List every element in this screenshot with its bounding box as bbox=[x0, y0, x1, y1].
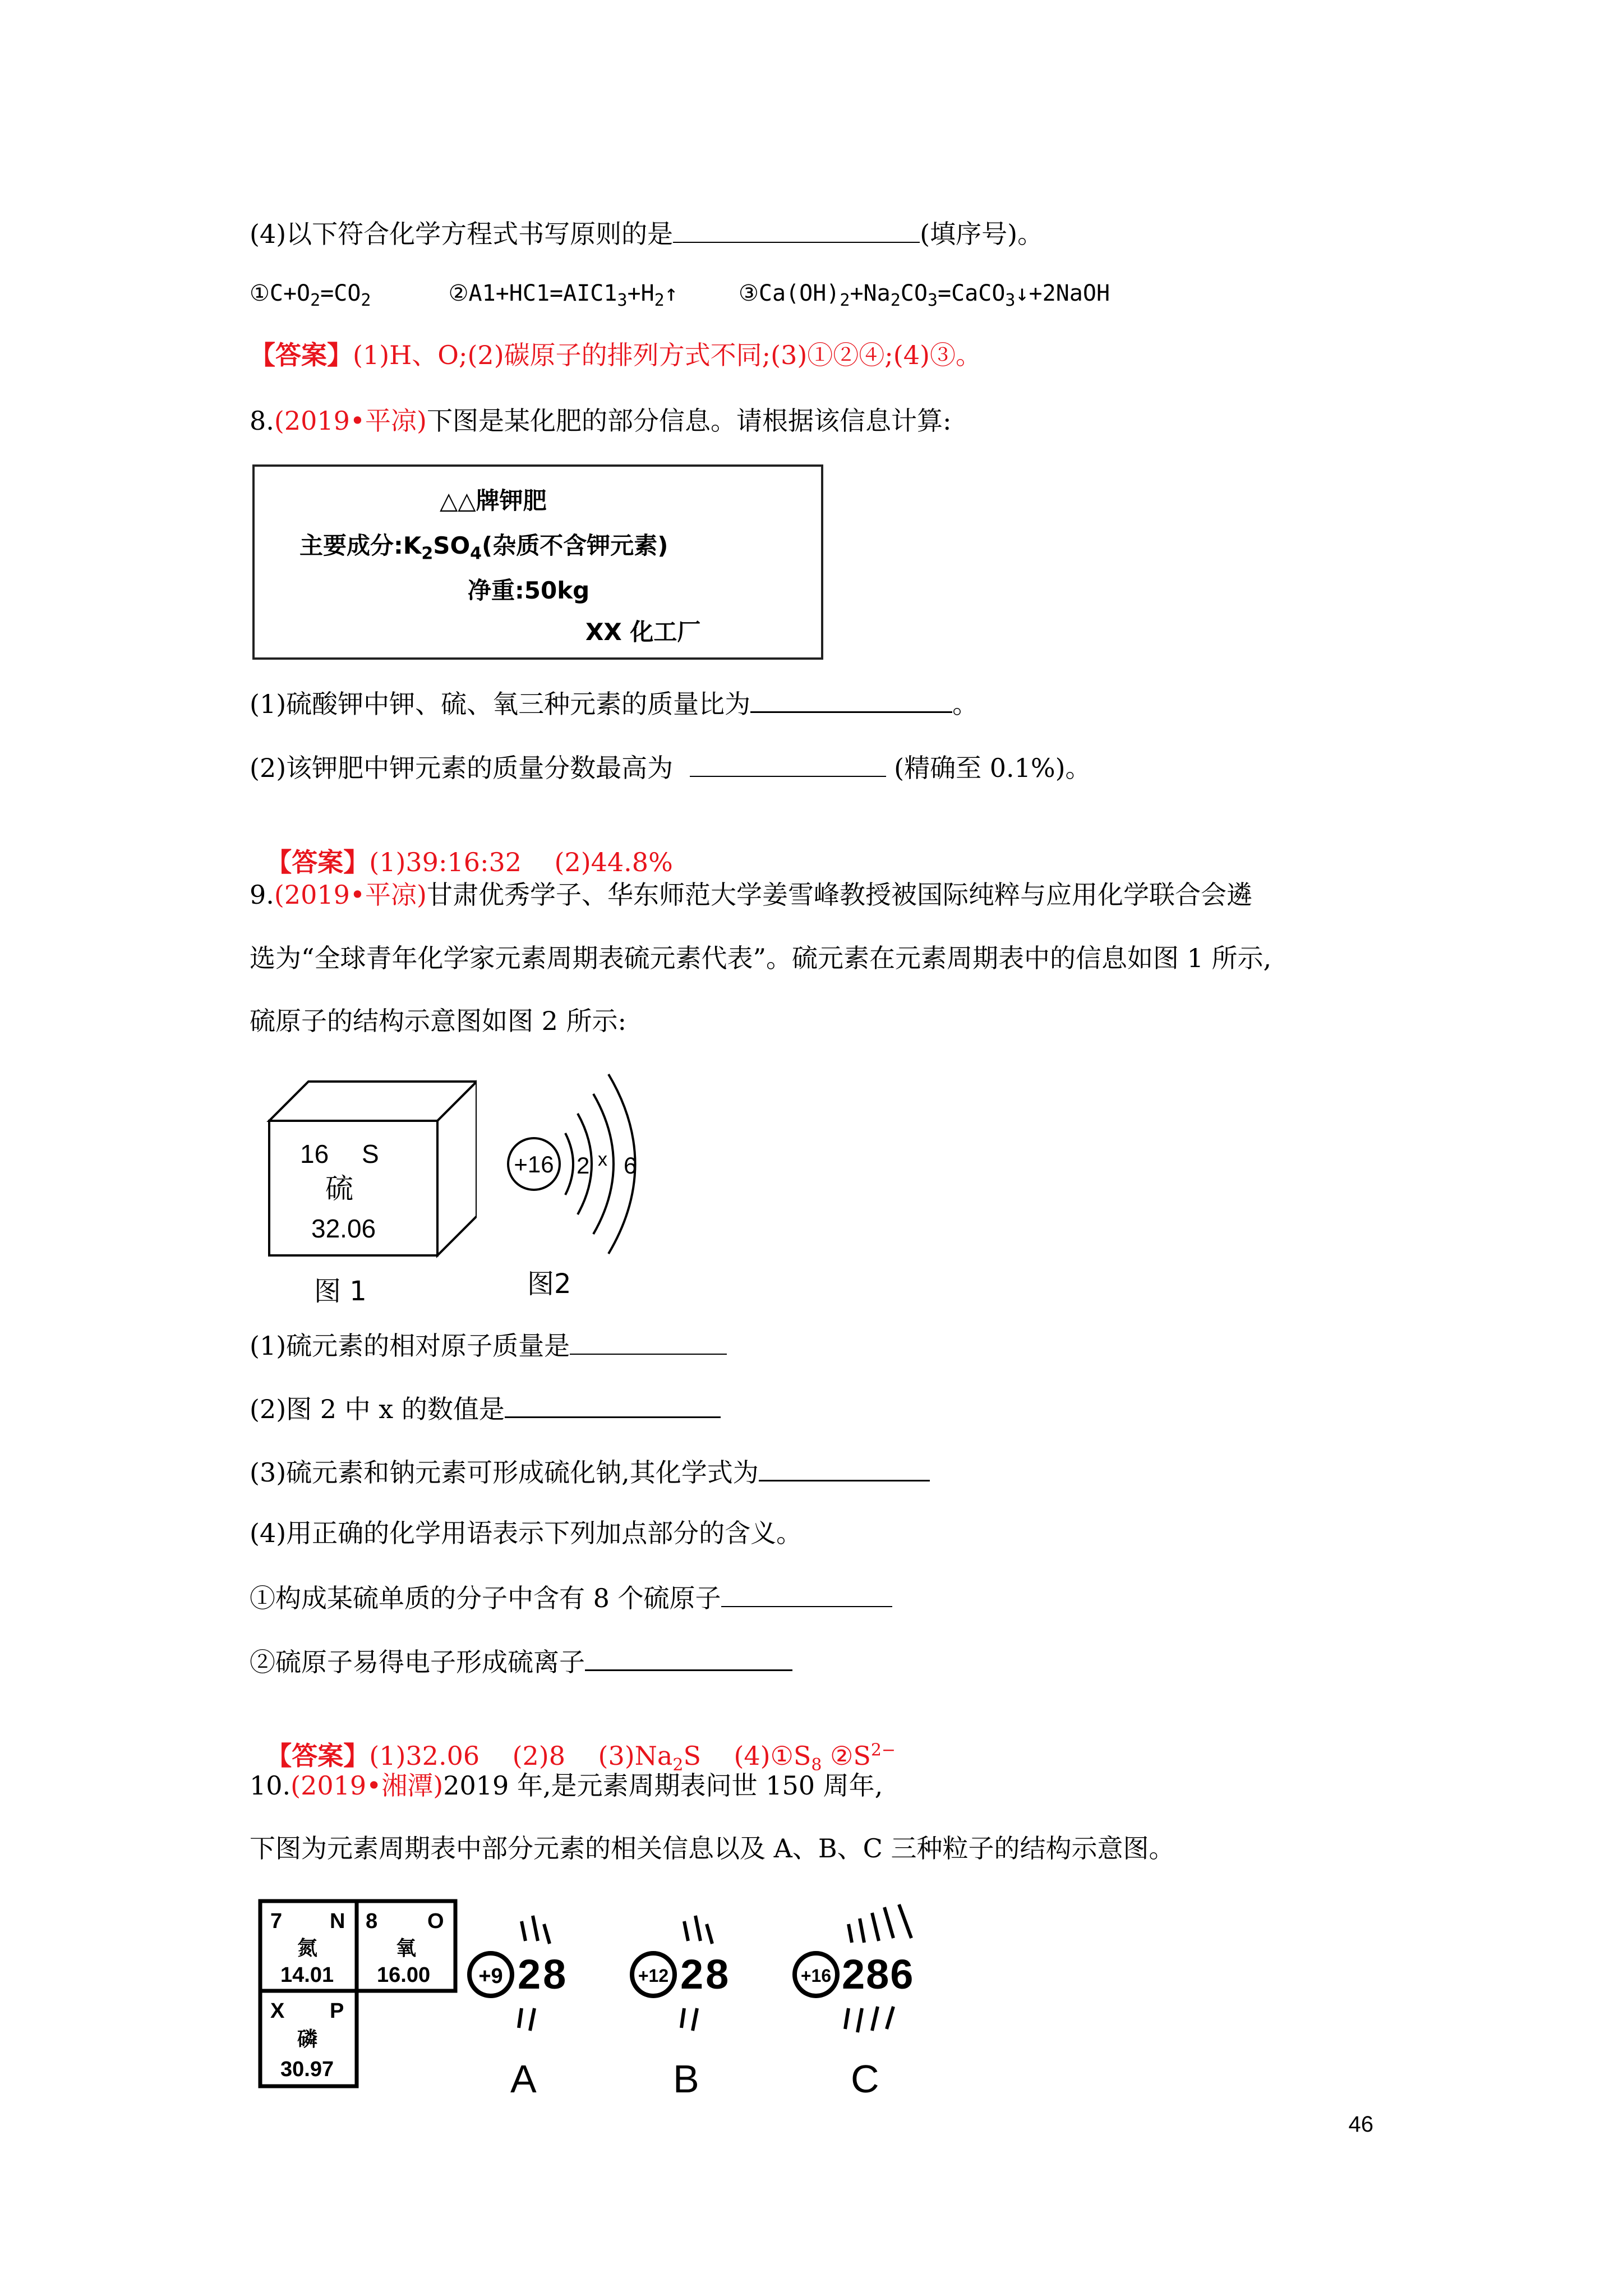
label-factory: XX 化工厂 bbox=[585, 618, 701, 646]
sulfur-symbol: S bbox=[362, 1139, 379, 1168]
answer-blank[interactable] bbox=[505, 1389, 721, 1418]
answer-blank[interactable] bbox=[585, 1642, 792, 1671]
p-mass: 30.97 bbox=[280, 2058, 334, 2081]
answer-blank[interactable] bbox=[673, 215, 920, 243]
answer-blank[interactable] bbox=[759, 1453, 930, 1481]
q9-part3: (3)硫元素和钠元素可形成硫化钠,其化学式为 bbox=[250, 1453, 930, 1489]
q7-part4: (4)以下符合化学方程式书写原则的是 (填序号)。 bbox=[250, 215, 1043, 251]
atom-c-nucleus: +16 bbox=[800, 1966, 832, 1986]
atom-c-label: C bbox=[851, 2057, 879, 2101]
atom-a-label: A bbox=[510, 2057, 537, 2101]
n-number: 7 bbox=[270, 1910, 283, 1933]
q9-part1: (1)硫元素的相对原子质量是 bbox=[250, 1327, 727, 1363]
shell-2-count: x bbox=[598, 1149, 607, 1170]
n-name: 氮 bbox=[297, 1937, 318, 1960]
periodic-table-fragment bbox=[258, 1899, 460, 2090]
atom-a-nucleus: +9 bbox=[478, 1964, 503, 1988]
label-weight: 净重:50kg bbox=[468, 577, 590, 604]
q10-stem-1: 10.(2019•湘潭)2019 年,是元素周期表问世 150 周年, bbox=[250, 1770, 883, 1801]
atom-b-label: B bbox=[673, 2057, 699, 2101]
p-number: X bbox=[270, 1999, 285, 2023]
q7-options bbox=[250, 277, 1110, 310]
option-2: $②A1+HC1=AIC1_3+H_2↑$ bbox=[448, 280, 678, 310]
answer-blank[interactable] bbox=[570, 1327, 727, 1355]
o-mass: 16.00 bbox=[377, 1963, 431, 1987]
q9-part4: (4)用正确的化学用语表示下列加点部分的含义。 bbox=[250, 1518, 803, 1548]
q8-answer: 【答案】(1)39:16:32 (2)44.8% bbox=[266, 847, 673, 877]
page-number: 46 bbox=[1348, 2112, 1373, 2137]
answer-blank[interactable] bbox=[721, 1579, 892, 1607]
q9-stem-3: 硫原子的结构示意图如图 2 所示: bbox=[250, 1006, 627, 1036]
o-number: 8 bbox=[366, 1910, 378, 1933]
fertilizer-label bbox=[252, 464, 823, 660]
q9-stem-1: 9.(2019•平凉)甘肃优秀学子、华东师范大学姜雪峰教授被国际纯粹与应用化学联合会遴 bbox=[250, 880, 1252, 910]
fig2-sulfur-atom bbox=[494, 1060, 673, 1307]
atom-c-diagram bbox=[788, 1899, 956, 2106]
nucleus-charge: +16 bbox=[514, 1151, 554, 1177]
atom-b-shells: 28 bbox=[680, 1951, 731, 1998]
p-symbol: P bbox=[330, 1999, 344, 2023]
shell-1-count: 2 bbox=[577, 1152, 590, 1179]
shell-3-count: 6 bbox=[624, 1152, 637, 1179]
n-mass: 14.01 bbox=[280, 1963, 334, 1987]
option-1: $①C+O_2=CO_2$ bbox=[250, 280, 371, 310]
atom-b-diagram bbox=[625, 1899, 766, 2106]
option-3: $③Ca(OH)_2+Na_2CO_3=CaCO_3↓+2NaOH$ bbox=[739, 280, 1110, 310]
atom-a-diagram bbox=[463, 1899, 603, 2106]
q9-stem-2: 选为“全球青年化学家元素周期表硫元素代表”。硫元素在元素周期表中的信息如图 1 所示, bbox=[250, 943, 1272, 973]
q7-answer: 【答案】(1)H、O;(2)碳原子的排列方式不同;(3)①②④;(4)③。 bbox=[250, 340, 981, 370]
o-symbol: O bbox=[427, 1910, 444, 1933]
fig1-sulfur-cube bbox=[264, 1076, 477, 1312]
sulfur-number: 16 bbox=[300, 1139, 329, 1168]
atom-b-nucleus: +12 bbox=[638, 1966, 669, 1986]
q9-sub1: ①构成某硫单质的分子中含有 8 个硫原子 bbox=[250, 1579, 892, 1615]
answer-blank[interactable] bbox=[690, 749, 886, 777]
q8-part1: (1)硫酸钾中钾、硫、氧三种元素的质量比为 。 bbox=[250, 684, 978, 721]
atom-c-shells: 286 bbox=[842, 1951, 915, 1998]
fig1-caption: 图 1 bbox=[314, 1276, 367, 1307]
o-name: 氧 bbox=[396, 1937, 417, 1960]
q8-stem: 8.(2019•平凉)下图是某化肥的部分信息。请根据该信息计算: bbox=[250, 406, 952, 436]
q9-answer: 【答案】(1)32.06 (2)8 $(3)Na_2S$ $(4)①S_8$ $②S^{2-}$ bbox=[266, 1740, 896, 1775]
p-name: 磷 bbox=[297, 2028, 318, 2051]
q9-part2: (2)图 2 中 x 的数值是 bbox=[250, 1389, 721, 1426]
sulfur-name: 硫 bbox=[325, 1172, 353, 1205]
label-ingredient: 主要成分$:K_2SO_4$(杂质不含钾元素) bbox=[299, 532, 668, 564]
q8-part2: (2)该钾肥中钾元素的质量分数最高为 (精确至 0.1%)。 bbox=[250, 749, 1091, 785]
answer-blank[interactable] bbox=[750, 684, 952, 713]
fig2-caption: 图2 bbox=[527, 1268, 571, 1300]
sulfur-mass: 32.06 bbox=[311, 1214, 376, 1243]
label-brand: △△牌钾肥 bbox=[440, 487, 547, 514]
q9-sub2: ②硫原子易得电子形成硫离子 bbox=[250, 1642, 792, 1679]
atom-a-shells: 28 bbox=[518, 1951, 569, 1998]
q10-stem-2: 下图为元素周期表中部分元素的相关信息以及 A、B、C 三种粒子的结构示意图。 bbox=[250, 1833, 1175, 1864]
n-symbol: N bbox=[330, 1910, 345, 1933]
